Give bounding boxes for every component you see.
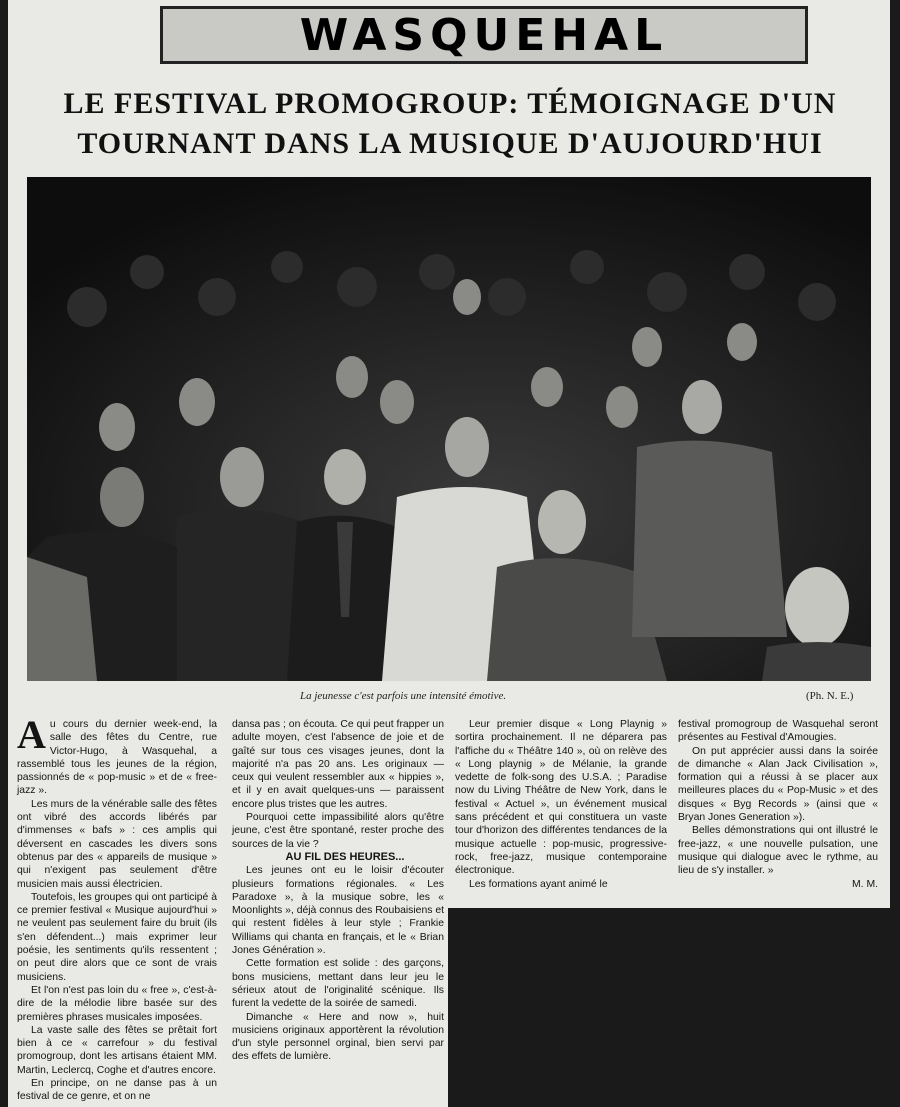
- photo-caption: La jeunesse c'est parfois une intensité émotive.: [300, 690, 507, 702]
- paragraph: Belles démonstrations qui ont illustré le free-jazz, « une nouvelle pulsation, une musique qui dialogue avec le rythme, au lieu de s'y installer. »: [678, 825, 878, 877]
- crowd-photo: [27, 177, 871, 681]
- crowd-photo-illustration: [27, 177, 871, 681]
- author-signature: M. M.: [852, 878, 878, 890]
- drop-cap: A: [17, 712, 46, 757]
- paragraph: La vaste salle des fêtes se prêtait fort bien à ce « carrefour » du festival promogroup, dont les artisans étaient MM. Martin, Leclercq, Coghe et d'autres encore.: [17, 1024, 217, 1076]
- paragraph: Pourquoi cette impassibilité alors qu'être jeune, c'est être spontané, rester proche des sources de la vie ?: [232, 812, 444, 850]
- paragraph: Les formations ayant animé le: [469, 878, 608, 890]
- headline-line-1: LE FESTIVAL PROMOGROUP: TÉMOIGNAGE D'UN: [63, 87, 837, 120]
- paragraph: dansa pas ; on écouta. Ce qui peut frapper un adulte moyen, c'est l'absence de joie et de gaîté sur tous ces visages jeunes, dont la majorité n'a pas 20 ans. Les originaux — ceux qui veulent ressembler aux « hippies », et il y en avait quelques-uns — paraissent encore plus tristes que les autres.: [232, 719, 444, 810]
- paragraph: [17, 712, 217, 798]
- headline-line-2: TOURNANT DANS LA MUSIQUE D'AUJOURD'HUI: [77, 127, 823, 160]
- city-banner: [160, 6, 808, 64]
- paragraph: Les murs de la vénérable salle des fêtes ont vibré des accords libérés par d'immenses « bafs » : ces amplis qui déversent en cascades les divers sons obtenus par des « appareils de musique » qui n'exigent pas seulement d'être musicien mais aussi électricien.: [17, 798, 217, 890]
- paragraph: Et l'on n'est pas loin du « free », c'est-à-dire de la mélodie libre basée sur des premières phrases musicales imposées.: [17, 984, 217, 1023]
- paragraph-text: u cours du dernier week-end, la salle des fêtes du Centre, rue Victor-Hugo, à Wasquehal, a rassemblé tous les jeunes de la région, passionnés de « pop-music » et de « free-jazz ».: [17, 719, 217, 797]
- paragraph: On put apprécier aussi dans la soirée de dimanche « Alan Jack Civilisation », formation qui a réussi à se placer aux meilleures places du « Pop-Music » et des disques « Byg Records » (ainsi que « Bryan Jones Generation »).: [678, 745, 878, 824]
- photo-credit: (Ph. N. E.): [806, 690, 854, 702]
- paragraph: En principe, on ne danse pas à un festival de ce genre, et on ne: [17, 1078, 217, 1103]
- section-subhead: AU FIL DES HEURES...: [285, 850, 405, 863]
- paragraph: festival promogroup de Wasquehal seront présentes au Festival d'Amougies.: [678, 719, 878, 744]
- paragraph: Leur premier disque « Long Playnig » sortira prochainement. Il ne déparera pas l'affiche du « Théâtre 140 », où on relève des « Long playnig » de Mélanie, la grande vedette de folk-song des U.S.A. ; Paradise now du Living Théâtre de New York, dans le festival « Actuel », un événement musical sans précédent et qui constituera un vaste tour d'horizon des différentes tendances de la musique actuelle : pop-music, progressive-rock, free-jazz, musique contemporaine électronique.: [455, 719, 667, 877]
- clipping-cut-edge: [448, 908, 900, 1107]
- article-column-2: [232, 718, 444, 1064]
- paragraph: Les jeunes ont eu le loisir d'écouter plusieurs formations régionales. « Les Paradoxe », à la musique sobre, les « Moonlights », déjà connus des Roubaisiens et qui restent fidèles à leur style ; Frankie Williams qui chanta en français, et le « Brian Jones Génération ».: [232, 865, 444, 957]
- article-column-4: [678, 718, 878, 891]
- banner-title: WASQUEHAL: [299, 9, 669, 61]
- paragraph: Toutefois, les groupes qui ont participé à ce premier festival « Musique aujourd'hui » ne veulent pas seulement faire du bruit (ils s'en défendent...) mais exprimer leur poésie, les sentiments qu'ils ressentent ; on peut dire alors que ce sont de vrais musiciens.: [17, 891, 217, 983]
- article-column-1: [17, 712, 217, 1104]
- headline: [20, 84, 880, 164]
- paragraph: Cette formation est solide : des garçons, bons musiciens, mettant dans leur jeu le sérieux atout de l'originalité scénique. Ils furent la vedette de la soirée de samedi.: [232, 958, 444, 1010]
- paragraph: Dimanche « Here and now », huit musiciens originaux apportèrent la révolution d'un style personnel orginal, bien servi par des effets de lumière.: [232, 1011, 444, 1063]
- article-column-3: [455, 718, 667, 891]
